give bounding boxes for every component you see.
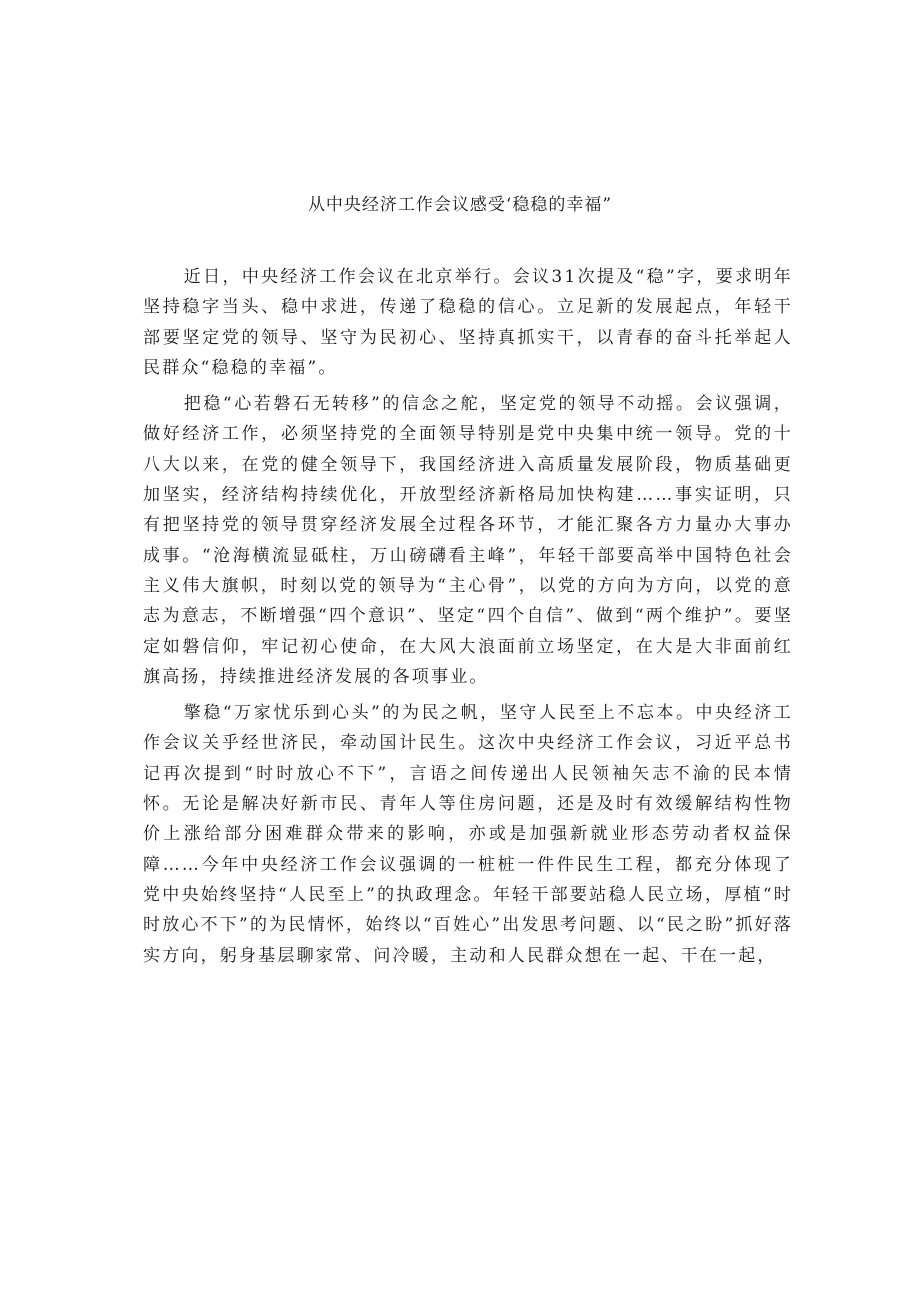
document-body (143, 262, 793, 971)
paragraph-3: 擎稳“万家忧乐到心头”的为民之帆，坚守人民至上不忘本。中央经济工作会议关乎经世济民，牵动国计民生。这次中央经济工作会议，习近平总书记再次提到“时时放心不下”，言语之间传递出人民领袖矢志不渝的民本情怀。无论是解决好新市民、青年人等住房问题，还是及时有效缓解结构性物价上涨给部分困难群众带来的影响，亦或是加强新就业形态劳动者权益保障……今年中央经济工作会议强调的一桩桩一件件民生工程，都充分体现了党中央始终坚持“人民至上”的执政理念。年轻干部要站稳人民立场，厚植“时时放心不下”的为民情怀，始终以“百姓心”出发思考问题、以“民之盼”抓好落实方向，躬身基层聊家常、问冷暖，主动和人民群众想在一起、干在一起， (143, 703, 793, 966)
document-title: 从中央经济工作会议感受‘稳稳的幸福” (307, 195, 613, 215)
paragraph-2: 把稳“心若磐石无转移”的信念之舵，坚定党的领导不动摇。会议强调，做好经济工作，必须坚持党的全面领导特别是党中央集中统一领导。党的十八大以来，在党的健全领导下，我国经济进入高质量发展阶段，物质基础更加坚实，经济结构持续优化，开放型经济新格局加快构建……事实证明，只有把坚持党的领导贯穿经济发展全过程各环节，才能汇聚各方力量办大事办成事。“沧海横流显砥柱，万山磅礴看主峰”，年轻干部要高举中国特色社会主义伟大旗帜，时刻以党的领导为“主心骨”，以党的方向为方向，以党的意志为意志，不断增强“四个意识”、坚定“四个自信”、做到“两个维护”。要坚定如磐信仰，牢记初心使命，在大风大浪面前立场坚定，在大是大非面前红旗高扬，持续推进经济发展的各项事业。 (143, 394, 793, 687)
paragraph-1: 近日，中央经济工作会议在北京举行。会议31次提及“稳”字，要求明年坚持稳字当头、稳中求进，传递了稳稳的信心。立足新的发展起点，年轻干部要坚定党的领导、坚守为民初心、坚持真抓实干，以青春的奋斗托举起人民群众“稳稳的幸福”。 (143, 267, 793, 378)
